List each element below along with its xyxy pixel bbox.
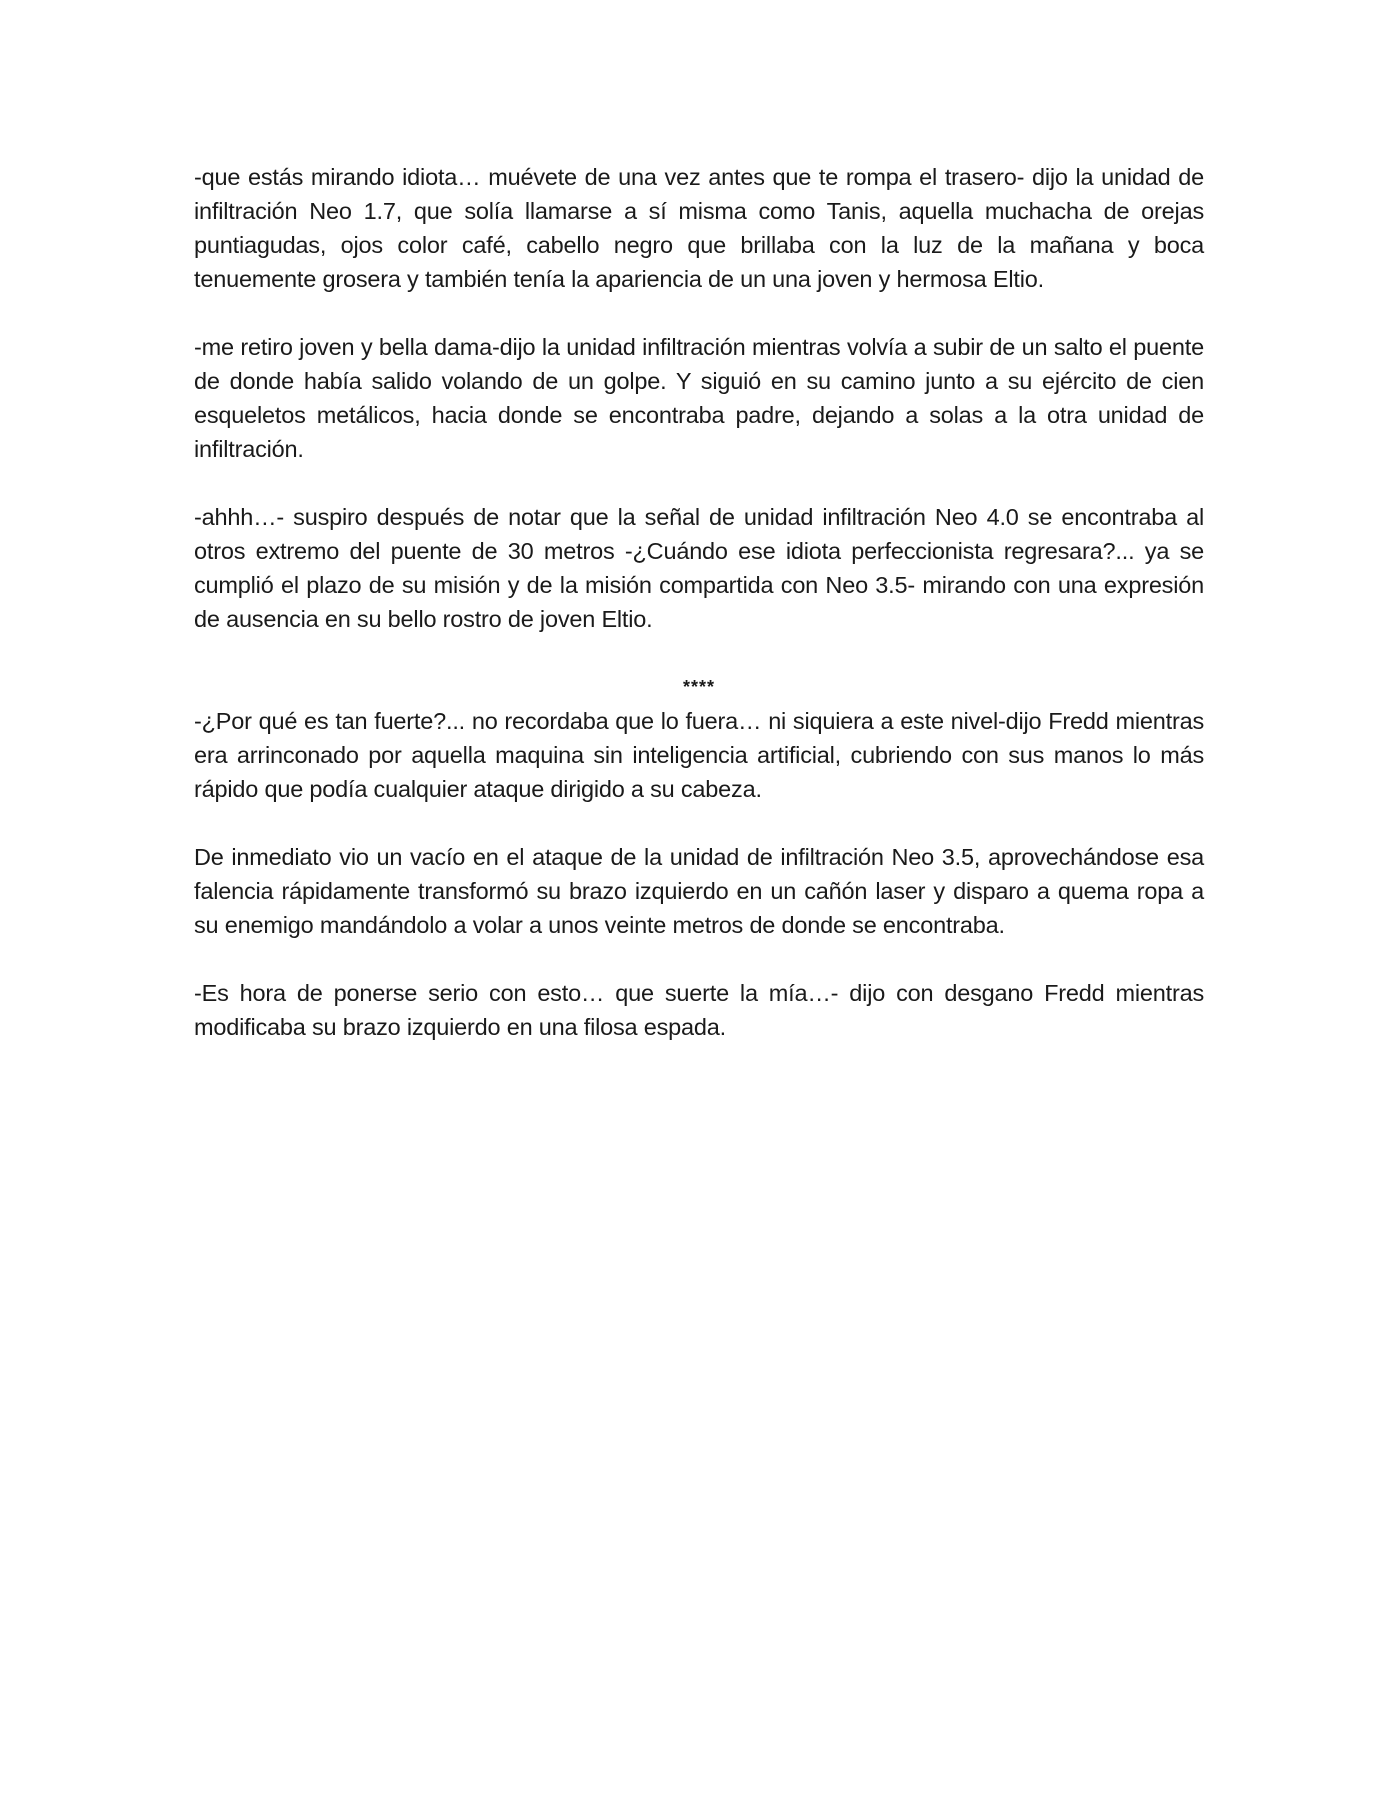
paragraph-4: -¿Por qué es tan fuerte?... no recordaba que lo fuera… ni siquiera a este nivel-dijo Fredd mientras era arrinconado por aquella maquina sin inteligencia artificial, cubriendo con sus manos lo más rápido que podía cualquier ataque dirigido a su cabeza. [194, 708, 1204, 802]
paragraph-5: De inmediato vio un vacío en el ataque de la unidad de infiltración Neo 3.5, aprovechándose esa falencia rápidamente transformó su brazo izquierdo en un cañón laser y disparo a quema ropa a su enemigo mandándolo a volar a unos veinte metros de donde se encontraba. [194, 844, 1204, 938]
paragraph-3: -ahhh…- suspiro después de notar que la señal de unidad infiltración Neo 4.0 se encontraba al otros extremo del puente de 30 metros -¿Cuándo ese idiota perfeccionista regresara?... ya se cumplió el plazo de su misión y de la misión compartida con Neo 3.5- mirando con una expresión de ausencia en su bello rostro de joven Eltio. [194, 504, 1204, 632]
paragraph-6: -Es hora de ponerse serio con esto… que suerte la mía…- dijo con desgano Fredd mientras modificaba su brazo izquierdo en una filosa espada. [194, 980, 1204, 1040]
paragraph-1: -que estás mirando idiota… muévete de una vez antes que te rompa el trasero- dijo la unidad de infiltración Neo 1.7, que solía llamarse a sí misma como Tanis, aquella muchacha de orejas puntiagudas, ojos color café, cabello negro que brillaba con la luz de la mañana y boca tenuemente grosera y también tenía la apariencia de un una joven y hermosa Eltio. [194, 164, 1204, 292]
paragraph-2: -me retiro joven y bella dama-dijo la unidad infiltración mientras volvía a subir de un salto el puente de donde había salido volando de un golpe. Y siguió en su camino junto a su ejército de cien esqueletos metálicos, hacia donde se encontraba padre, dejando a solas a la otra unidad de infiltración. [194, 334, 1204, 462]
scene-break: **** [682, 677, 716, 697]
document-body [194, 160, 1204, 1078]
